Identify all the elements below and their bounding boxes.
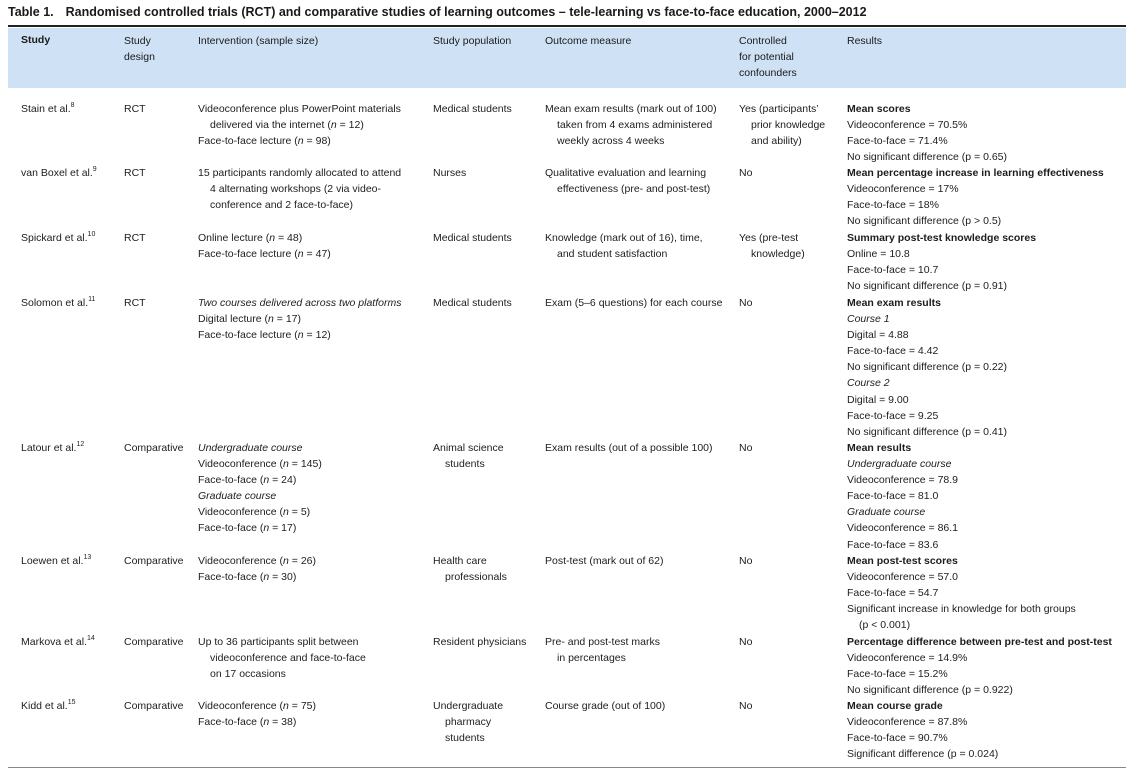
header-outcome: Outcome measure xyxy=(545,35,632,47)
intervention-line: delivered via the internet (n = 12) xyxy=(210,119,364,132)
cell-design: RCT xyxy=(124,232,146,244)
intervention-line: conference and 2 face-to-face) xyxy=(210,199,354,212)
cell-population xyxy=(433,634,526,650)
cell-controlled xyxy=(739,165,752,181)
header-results: Results xyxy=(847,35,883,47)
outcome-line: Knowledge (mark out of 16), time, xyxy=(545,232,703,244)
population-line: Medical students xyxy=(433,103,512,115)
cell-outcome xyxy=(545,295,722,311)
intervention-line: Videoconference (n = 26) xyxy=(198,555,317,567)
result-line: Face-to-face = 90.7% xyxy=(847,732,948,745)
result-line: Mean exam results xyxy=(847,297,941,309)
controlled-line: and ability) xyxy=(751,135,802,148)
cell-study xyxy=(21,165,97,181)
cell-controlled xyxy=(739,295,752,311)
population-line: Animal science xyxy=(433,442,504,454)
result-line: Summary post-test knowledge scores xyxy=(847,232,1037,244)
result-line: Videoconference = 86.1 xyxy=(847,522,959,535)
cell-design: Comparative xyxy=(124,700,184,712)
cell-design: Comparative xyxy=(124,555,184,567)
cell-results xyxy=(847,295,1007,440)
study-name: Loewen et al.$^{13}$ xyxy=(21,554,92,567)
study-name: Latour et al.$^{12}$ xyxy=(21,441,85,454)
controlled-line: No xyxy=(739,636,753,648)
cell-controlled xyxy=(739,230,805,262)
header-controlled: Controlled for potential confounders xyxy=(739,35,797,80)
cell-intervention xyxy=(198,230,331,262)
population-line: Undergraduate xyxy=(433,700,504,712)
result-line: Mean percentage increase in learning effectiveness xyxy=(847,167,1104,179)
table-caption: Randomised controlled trials (RCT) and comparative studies of learning outcomes – tele-learning vs face-to-face education, 2000–2012 xyxy=(65,5,867,19)
cell-study xyxy=(21,553,91,569)
cell-population xyxy=(433,440,504,472)
cell-design: RCT xyxy=(124,167,146,179)
controlled-line: No xyxy=(739,442,753,454)
population-line: Nurses xyxy=(433,167,467,179)
result-line: Videoconference = 57.0 xyxy=(847,571,959,584)
controlled-line: No xyxy=(739,297,753,309)
result-line: No significant difference (p = 0.922) xyxy=(847,684,1013,697)
cell-intervention xyxy=(198,698,316,730)
result-line: Face-to-face = 4.42 xyxy=(847,345,939,358)
intervention-line: Digital lecture (n = 17) xyxy=(198,313,302,326)
cell-results xyxy=(847,553,1076,633)
study-name: Markova et al.$^{14}$ xyxy=(21,635,95,648)
population-line: pharmacy xyxy=(445,716,492,729)
reference-number: 13 xyxy=(83,554,92,561)
intervention-line: Undergraduate course xyxy=(198,442,303,454)
result-line: Face-to-face = 9.25 xyxy=(847,409,939,422)
intervention-line: Face-to-face (n = 30) xyxy=(198,571,297,584)
result-line: Videoconference = 14.9% xyxy=(847,652,968,665)
reference-number: 9 xyxy=(92,166,97,173)
intervention-line: videoconference and face-to-face xyxy=(210,652,366,665)
population-line: professionals xyxy=(445,571,507,584)
cell-design: Comparative xyxy=(124,636,184,648)
cell-outcome xyxy=(545,230,703,262)
controlled-line: Yes (participants’ xyxy=(739,103,819,115)
result-line: Face-to-face = 83.6 xyxy=(847,538,939,551)
header-design: Study design xyxy=(124,35,155,64)
intervention-line: 15 participants randomly allocated to attend xyxy=(198,167,402,179)
study-name: Spickard et al.$^{10}$ xyxy=(21,231,96,244)
cell-results xyxy=(847,230,1036,294)
result-line: Face-to-face = 54.7 xyxy=(847,587,939,600)
intervention-line: Face-to-face lecture (n = 98) xyxy=(198,135,331,148)
result-line: No significant difference (p > 0.5) xyxy=(847,215,1002,228)
cell-controlled xyxy=(739,553,752,569)
result-line: Mean course grade xyxy=(847,700,943,712)
result-line: Face-to-face = 18% xyxy=(847,199,939,212)
reference-number: 8 xyxy=(70,102,75,109)
controlled-line: No xyxy=(739,700,753,712)
cell-results xyxy=(847,165,1104,229)
study-name: Stain et al.$^8$ xyxy=(21,102,75,115)
cell-study xyxy=(21,698,76,714)
header-intervention: Intervention (sample size) xyxy=(198,35,319,47)
top-rule xyxy=(8,25,1126,27)
controlled-line: No xyxy=(739,555,753,567)
reference-number: 11 xyxy=(88,296,96,303)
cell-intervention xyxy=(198,634,366,682)
intervention-line: Two courses delivered across two platforms xyxy=(198,297,402,309)
cell-population xyxy=(433,698,503,746)
population-line: Medical students xyxy=(433,232,512,244)
outcome-line: and student satisfaction xyxy=(557,248,668,261)
cell-study xyxy=(21,634,95,650)
outcome-line: Exam results (out of a possible 100) xyxy=(545,442,713,454)
result-line: Significant increase in knowledge for both groups xyxy=(847,603,1076,616)
cell-intervention xyxy=(198,553,316,585)
cell-intervention xyxy=(198,165,401,213)
result-line: No significant difference (p = 0.41) xyxy=(847,425,1008,438)
cell-study xyxy=(21,295,95,311)
result-line: No significant difference (p = 0.91) xyxy=(847,280,1008,293)
result-line: Undergraduate course xyxy=(847,458,952,471)
reference-number: 15 xyxy=(67,699,76,706)
cell-study xyxy=(21,101,75,117)
cell-intervention xyxy=(198,295,401,343)
outcome-line: Exam (5–6 questions) for each course xyxy=(545,297,723,309)
outcome-line: Qualitative evaluation and learning xyxy=(545,167,707,179)
cell-intervention xyxy=(198,101,401,149)
controlled-line: prior knowledge xyxy=(751,119,826,132)
cell-controlled xyxy=(739,440,752,456)
bottom-rule xyxy=(8,767,1126,768)
cell-design: Comparative xyxy=(124,442,184,454)
result-line: Videoconference = 87.8% xyxy=(847,716,968,729)
result-line: Videoconference = 70.5% xyxy=(847,119,968,132)
cell-outcome xyxy=(545,165,710,197)
result-line: No significant difference (p = 0.65) xyxy=(847,151,1008,164)
cell-outcome xyxy=(545,553,663,569)
intervention-line: Videoconference plus PowerPoint materials xyxy=(198,103,401,115)
cell-study xyxy=(21,230,95,246)
result-line: No significant difference (p = 0.22) xyxy=(847,361,1008,374)
result-line: Videoconference = 78.9 xyxy=(847,474,959,487)
outcome-line: Mean exam results (mark out of 100) xyxy=(545,103,717,115)
study-name: Kidd et al.$^{15}$ xyxy=(21,699,76,712)
result-line: Face-to-face = 15.2% xyxy=(847,668,948,681)
population-line: Medical students xyxy=(433,297,512,309)
outcome-line: Post-test (mark out of 62) xyxy=(545,555,664,567)
cell-population xyxy=(433,165,466,181)
intervention-line: Face-to-face (n = 17) xyxy=(198,522,297,535)
result-line: Course 2 xyxy=(847,377,890,390)
outcome-line: in percentages xyxy=(557,652,626,665)
cell-outcome xyxy=(545,698,665,714)
result-line: Face-to-face = 81.0 xyxy=(847,490,939,503)
result-line: Face-to-face = 71.4% xyxy=(847,135,948,148)
cell-population xyxy=(433,230,512,246)
intervention-line: 4 alternating workshops (2 via video- xyxy=(210,183,382,196)
cell-results xyxy=(847,634,1112,698)
study-name: van Boxel et al.$^9$ xyxy=(21,166,97,179)
cell-population xyxy=(433,553,507,585)
reference-number: 10 xyxy=(87,231,96,238)
controlled-line: No xyxy=(739,167,753,179)
cell-outcome xyxy=(545,440,713,456)
intervention-line: Face-to-face (n = 38) xyxy=(198,716,297,729)
cell-design: RCT xyxy=(124,103,146,115)
result-line: Significant difference (p = 0.024) xyxy=(847,748,999,761)
result-line: Digital = 4.88 xyxy=(847,329,909,342)
result-line: Percentage difference between pre-test and post-test xyxy=(847,636,1112,648)
result-line: Mean scores xyxy=(847,103,911,115)
result-line: (p < 0.001) xyxy=(859,619,911,632)
reference-number: 12 xyxy=(76,441,85,448)
result-line: Mean post-test scores xyxy=(847,555,958,567)
intervention-line: on 17 occasions xyxy=(210,668,286,681)
cell-outcome xyxy=(545,634,660,666)
table-title xyxy=(8,5,867,19)
result-line: Digital = 9.00 xyxy=(847,393,909,406)
cell-results xyxy=(847,698,998,762)
intervention-line: Videoconference (n = 75) xyxy=(198,700,317,712)
cell-study xyxy=(21,440,84,456)
result-line: Videoconference = 17% xyxy=(847,183,959,196)
population-line: students xyxy=(445,458,485,471)
intervention-line: Graduate course xyxy=(198,490,277,503)
cell-outcome xyxy=(545,101,717,149)
intervention-line: Face-to-face (n = 24) xyxy=(198,474,297,487)
population-line: Health care xyxy=(433,555,487,567)
intervention-line: Face-to-face lecture (n = 12) xyxy=(198,329,331,342)
cell-controlled xyxy=(739,698,752,714)
population-line: Resident physicians xyxy=(433,636,527,648)
population-line: students xyxy=(445,732,485,745)
controlled-line: Yes (pre-test xyxy=(739,232,799,244)
study-name: Solomon et al.$^{11}$ xyxy=(21,296,96,309)
cell-controlled xyxy=(739,634,752,650)
result-line: Face-to-face = 10.7 xyxy=(847,264,939,277)
controlled-line: knowledge) xyxy=(751,248,805,261)
header-population: Study population xyxy=(433,35,512,47)
outcome-line: effectiveness (pre- and post-test) xyxy=(557,183,711,196)
result-line: Mean results xyxy=(847,442,912,454)
outcome-line: Pre- and post-test marks xyxy=(545,636,660,648)
outcome-line: weekly across 4 weeks xyxy=(557,135,665,148)
reference-number: 14 xyxy=(86,635,95,642)
cell-results xyxy=(847,440,958,553)
result-line: Graduate course xyxy=(847,506,926,519)
cell-design: RCT xyxy=(124,297,146,309)
outcome-line: Course grade (out of 100) xyxy=(545,700,666,712)
intervention-line: Videoconference (n = 145) xyxy=(198,458,322,471)
result-line: Online = 10.8 xyxy=(847,248,910,261)
header-study: Study xyxy=(21,34,51,46)
intervention-line: Up to 36 participants split between xyxy=(198,636,359,648)
intervention-line: Videoconference (n = 5) xyxy=(198,506,311,519)
table-number: Table 1. xyxy=(8,5,54,19)
cell-intervention xyxy=(198,440,322,537)
cell-results xyxy=(847,101,1007,165)
outcome-line: taken from 4 exams administered xyxy=(557,119,713,132)
cell-population xyxy=(433,295,512,311)
cell-controlled xyxy=(739,101,825,149)
cell-population xyxy=(433,101,512,117)
intervention-line: Online lecture (n = 48) xyxy=(198,232,303,244)
result-line: Course 1 xyxy=(847,313,890,326)
intervention-line: Face-to-face lecture (n = 47) xyxy=(198,248,331,261)
